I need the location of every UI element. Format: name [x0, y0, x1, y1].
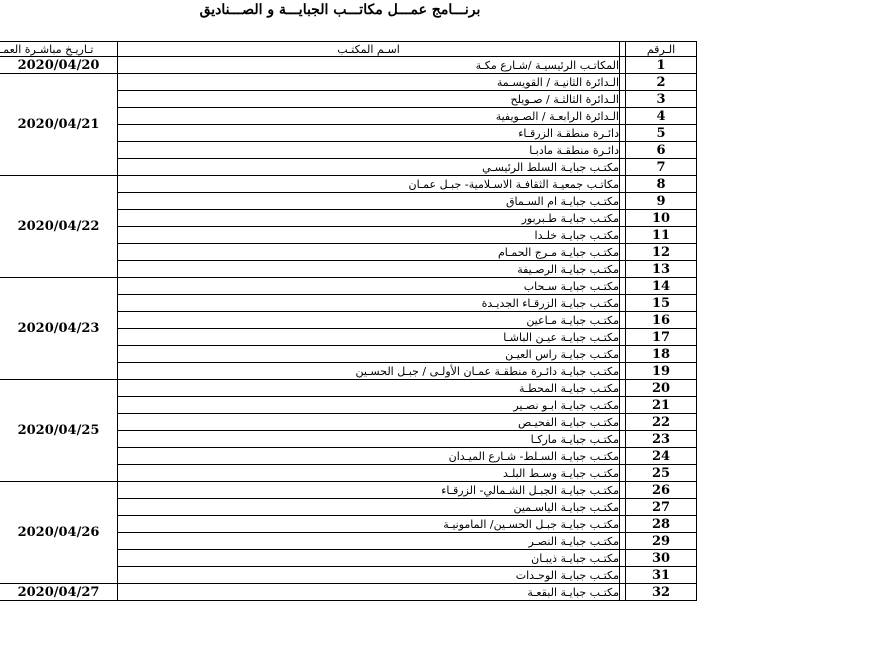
row-number-cell: 28 [626, 516, 697, 533]
office-name-cell: مكتـب جبايـة الجبـل الشـمالي- الزرقـاء [118, 482, 620, 499]
table-row [0, 176, 697, 193]
office-name-cell: مكتـب جبايـة ذيبـان [118, 550, 620, 567]
row-number-cell: 20 [626, 380, 697, 397]
office-name-cell: الـدائرة الثالثـة / صـويلح [118, 91, 620, 108]
office-name-cell: دائـرة منطقـة مادبـا [118, 142, 620, 159]
header-name: اسـم المكتـب [118, 42, 620, 57]
office-name-cell: مكتـب جبايـة مـاعين [118, 312, 620, 329]
schedule-body [0, 57, 697, 601]
office-name-cell: المكاتـب الرئيسيـة /شـارع مكـة [118, 57, 620, 74]
office-name-cell: مكتـب جبايـة البقعـة [118, 584, 620, 601]
row-number-cell: 23 [626, 431, 697, 448]
table-row [0, 584, 697, 601]
start-date-cell: 2020/04/26 [0, 482, 118, 584]
schedule-table [0, 41, 697, 601]
office-name-cell: مكتـب جبايـة خلـدا [118, 227, 620, 244]
row-number-cell: 19 [626, 363, 697, 380]
header-date: تـاريـخ مباشـرة العمـ [0, 42, 118, 57]
office-name-cell: دائـرة منطقـة الزرقـاء [118, 125, 620, 142]
office-name-cell: مكتـب جبايـة السـلط- شـارع الميـدان [118, 448, 620, 465]
row-number-cell: 4 [626, 108, 697, 125]
row-number-cell: 10 [626, 210, 697, 227]
row-number-cell: 2 [626, 74, 697, 91]
start-date-cell: 2020/04/23 [0, 278, 118, 380]
row-number-cell: 13 [626, 261, 697, 278]
row-number-cell: 22 [626, 414, 697, 431]
office-name-cell: الـدائرة الثانيـة / القويسـمة [118, 74, 620, 91]
row-number-cell: 7 [626, 159, 697, 176]
table-row [0, 380, 697, 397]
office-name-cell: مكتـب جبايـة راس العيـن [118, 346, 620, 363]
start-date-cell: 2020/04/21 [0, 74, 118, 176]
office-name-cell: مكتـب جبايـة عيـن الباشـا [118, 329, 620, 346]
row-number-cell: 9 [626, 193, 697, 210]
row-number-cell: 21 [626, 397, 697, 414]
row-number-cell: 25 [626, 465, 697, 482]
row-number-cell: 16 [626, 312, 697, 329]
row-number-cell: 11 [626, 227, 697, 244]
table-row [0, 74, 697, 91]
office-name-cell: مكتـب جبايـة ام السـماق [118, 193, 620, 210]
start-date-cell: 2020/04/25 [0, 380, 118, 482]
header-row [0, 42, 697, 57]
page-title: برنـــامج عمـــل مكاتـــب الجبايـــة و الصـــناديق [199, 2, 481, 18]
header-number: الـرقم [626, 42, 697, 57]
row-number-cell: 32 [626, 584, 697, 601]
table-row [0, 278, 697, 295]
office-name-cell: مكتـب جبايـة المحطـة [118, 380, 620, 397]
office-name-cell: مكاتـب جمعيـة الثقافـة الاسـلامية- جبـل عمـان [118, 176, 620, 193]
office-name-cell: مكتـب جبايـة مـرج الحمـام [118, 244, 620, 261]
row-number-cell: 5 [626, 125, 697, 142]
office-name-cell: مكتـب جبايـة طـبربور [118, 210, 620, 227]
office-name-cell: مكتـب جبايـة الياسـمين [118, 499, 620, 516]
office-name-cell: الـدائرة الرابعـة / الصـويفية [118, 108, 620, 125]
office-name-cell: مكتـب جبايـة الرصـيفة [118, 261, 620, 278]
row-number-cell: 14 [626, 278, 697, 295]
office-name-cell: مكتـب جبايـة ماركـا [118, 431, 620, 448]
office-name-cell: مكتـب جبايـة السلط الرئيسـي [118, 159, 620, 176]
start-date-cell: 2020/04/27 [0, 584, 118, 601]
row-number-cell: 15 [626, 295, 697, 312]
row-number-cell: 30 [626, 550, 697, 567]
row-number-cell: 18 [626, 346, 697, 363]
row-number-cell: 6 [626, 142, 697, 159]
office-name-cell: مكتـب جبايـة وسـط البلـد [118, 465, 620, 482]
row-number-cell: 12 [626, 244, 697, 261]
row-number-cell: 8 [626, 176, 697, 193]
office-name-cell: مكتـب جبايـة جبـل الحسـين/ المامونيـة [118, 516, 620, 533]
row-number-cell: 3 [626, 91, 697, 108]
row-number-cell: 1 [626, 57, 697, 74]
row-number-cell: 26 [626, 482, 697, 499]
row-number-cell: 17 [626, 329, 697, 346]
office-name-cell: مكتـب جبايـة النصـر [118, 533, 620, 550]
office-name-cell: مكتـب جبايـة الزرقـاء الجديـدة [118, 295, 620, 312]
row-number-cell: 24 [626, 448, 697, 465]
start-date-cell: 2020/04/20 [0, 57, 118, 74]
row-number-cell: 29 [626, 533, 697, 550]
start-date-cell: 2020/04/22 [0, 176, 118, 278]
row-number-cell: 27 [626, 499, 697, 516]
office-name-cell: مكتـب جبايـة ابـو نصـير [118, 397, 620, 414]
row-number-cell: 31 [626, 567, 697, 584]
office-name-cell: مكتـب جبايـة الفحيـص [118, 414, 620, 431]
table-row [0, 482, 697, 499]
table-row [0, 57, 697, 74]
office-name-cell: مكتـب جبايـة الوحـدات [118, 567, 620, 584]
office-name-cell: مكتـب جبايـة دائـرة منطقـة عمـان الأولـى / جبـل الحسـين [118, 363, 620, 380]
office-name-cell: مكتـب جبايـة سـحاب [118, 278, 620, 295]
